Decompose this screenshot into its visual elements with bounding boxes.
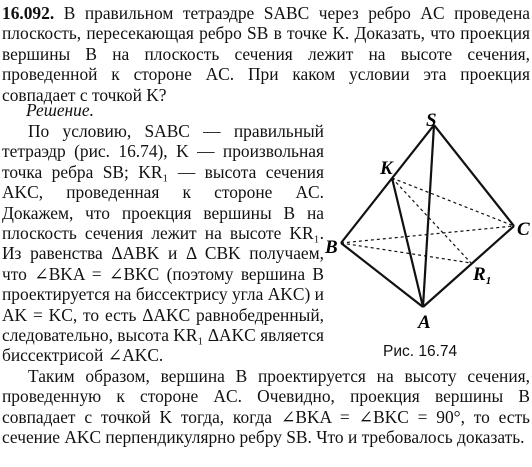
problem-number: 16.092. bbox=[2, 3, 55, 23]
problem-statement bbox=[2, 3, 530, 105]
edge-SC bbox=[434, 125, 514, 226]
figure-caption: Рис. 16.74 bbox=[383, 343, 458, 360]
label-B: B bbox=[325, 237, 338, 258]
label-S: S bbox=[426, 110, 437, 131]
label-R-subscript: 1 bbox=[485, 275, 492, 287]
solution-heading: Решение. bbox=[26, 100, 94, 120]
solution-paragraph-1: По условию, SABC — правильный тетраэдр (рис. 16.74), K — произвольная точка ребра SB; KR₁ — высота сечения AKC, проведенная к стороне AC. Докажем, что проекция вершины B на плоскость сечения лежит на высоте KR₁. Из равенства ΔABK и Δ CBK получаем, что ∠BKA = ∠BKC (поэтому вершина B проектируется на биссектрису угла AKC) и AK = KC, то есть ΔAKC равнобедренный, следовательно, высота KR₁ ΔAKC является биссектрисой ∠AKC. bbox=[2, 121, 324, 366]
label-C: C bbox=[517, 219, 530, 240]
segment-BR1-hidden bbox=[341, 243, 471, 263]
solution-paragraph-2-container bbox=[2, 366, 530, 448]
label-R-letter: R bbox=[473, 264, 486, 285]
problem-text: В правильном тетраэдре SABC через ребро AC проведена плоскость, пересекающая ребро SB в точке K. Доказать, что проекция вершины B на плоскость сечения лежит на высоте сечения, проведенной к стороне AC. При каком условии эта проекция совпадает с точкой K? bbox=[2, 3, 530, 105]
label-K: K bbox=[380, 158, 393, 179]
edge-AC bbox=[423, 226, 514, 307]
edge-SA bbox=[423, 125, 434, 307]
label-A: A bbox=[418, 312, 431, 333]
solution-paragraph-1-container bbox=[2, 121, 324, 366]
label-R bbox=[472, 264, 491, 287]
segment-KR1-hidden bbox=[392, 178, 471, 263]
edge-SB bbox=[341, 125, 434, 243]
tetrahedron-figure bbox=[325, 110, 530, 370]
solution-paragraph-2: Таким образом, вершина B проектируется на высоту сечения, проведенную к стороне AC. Очевидно, проекция вершины B совпадает с точкой K тогда, когда ∠BKA = ∠BKC = 90°, то есть сечение AKC перпендикулярно ребру SB. Что и требовалось доказать. bbox=[2, 366, 530, 448]
